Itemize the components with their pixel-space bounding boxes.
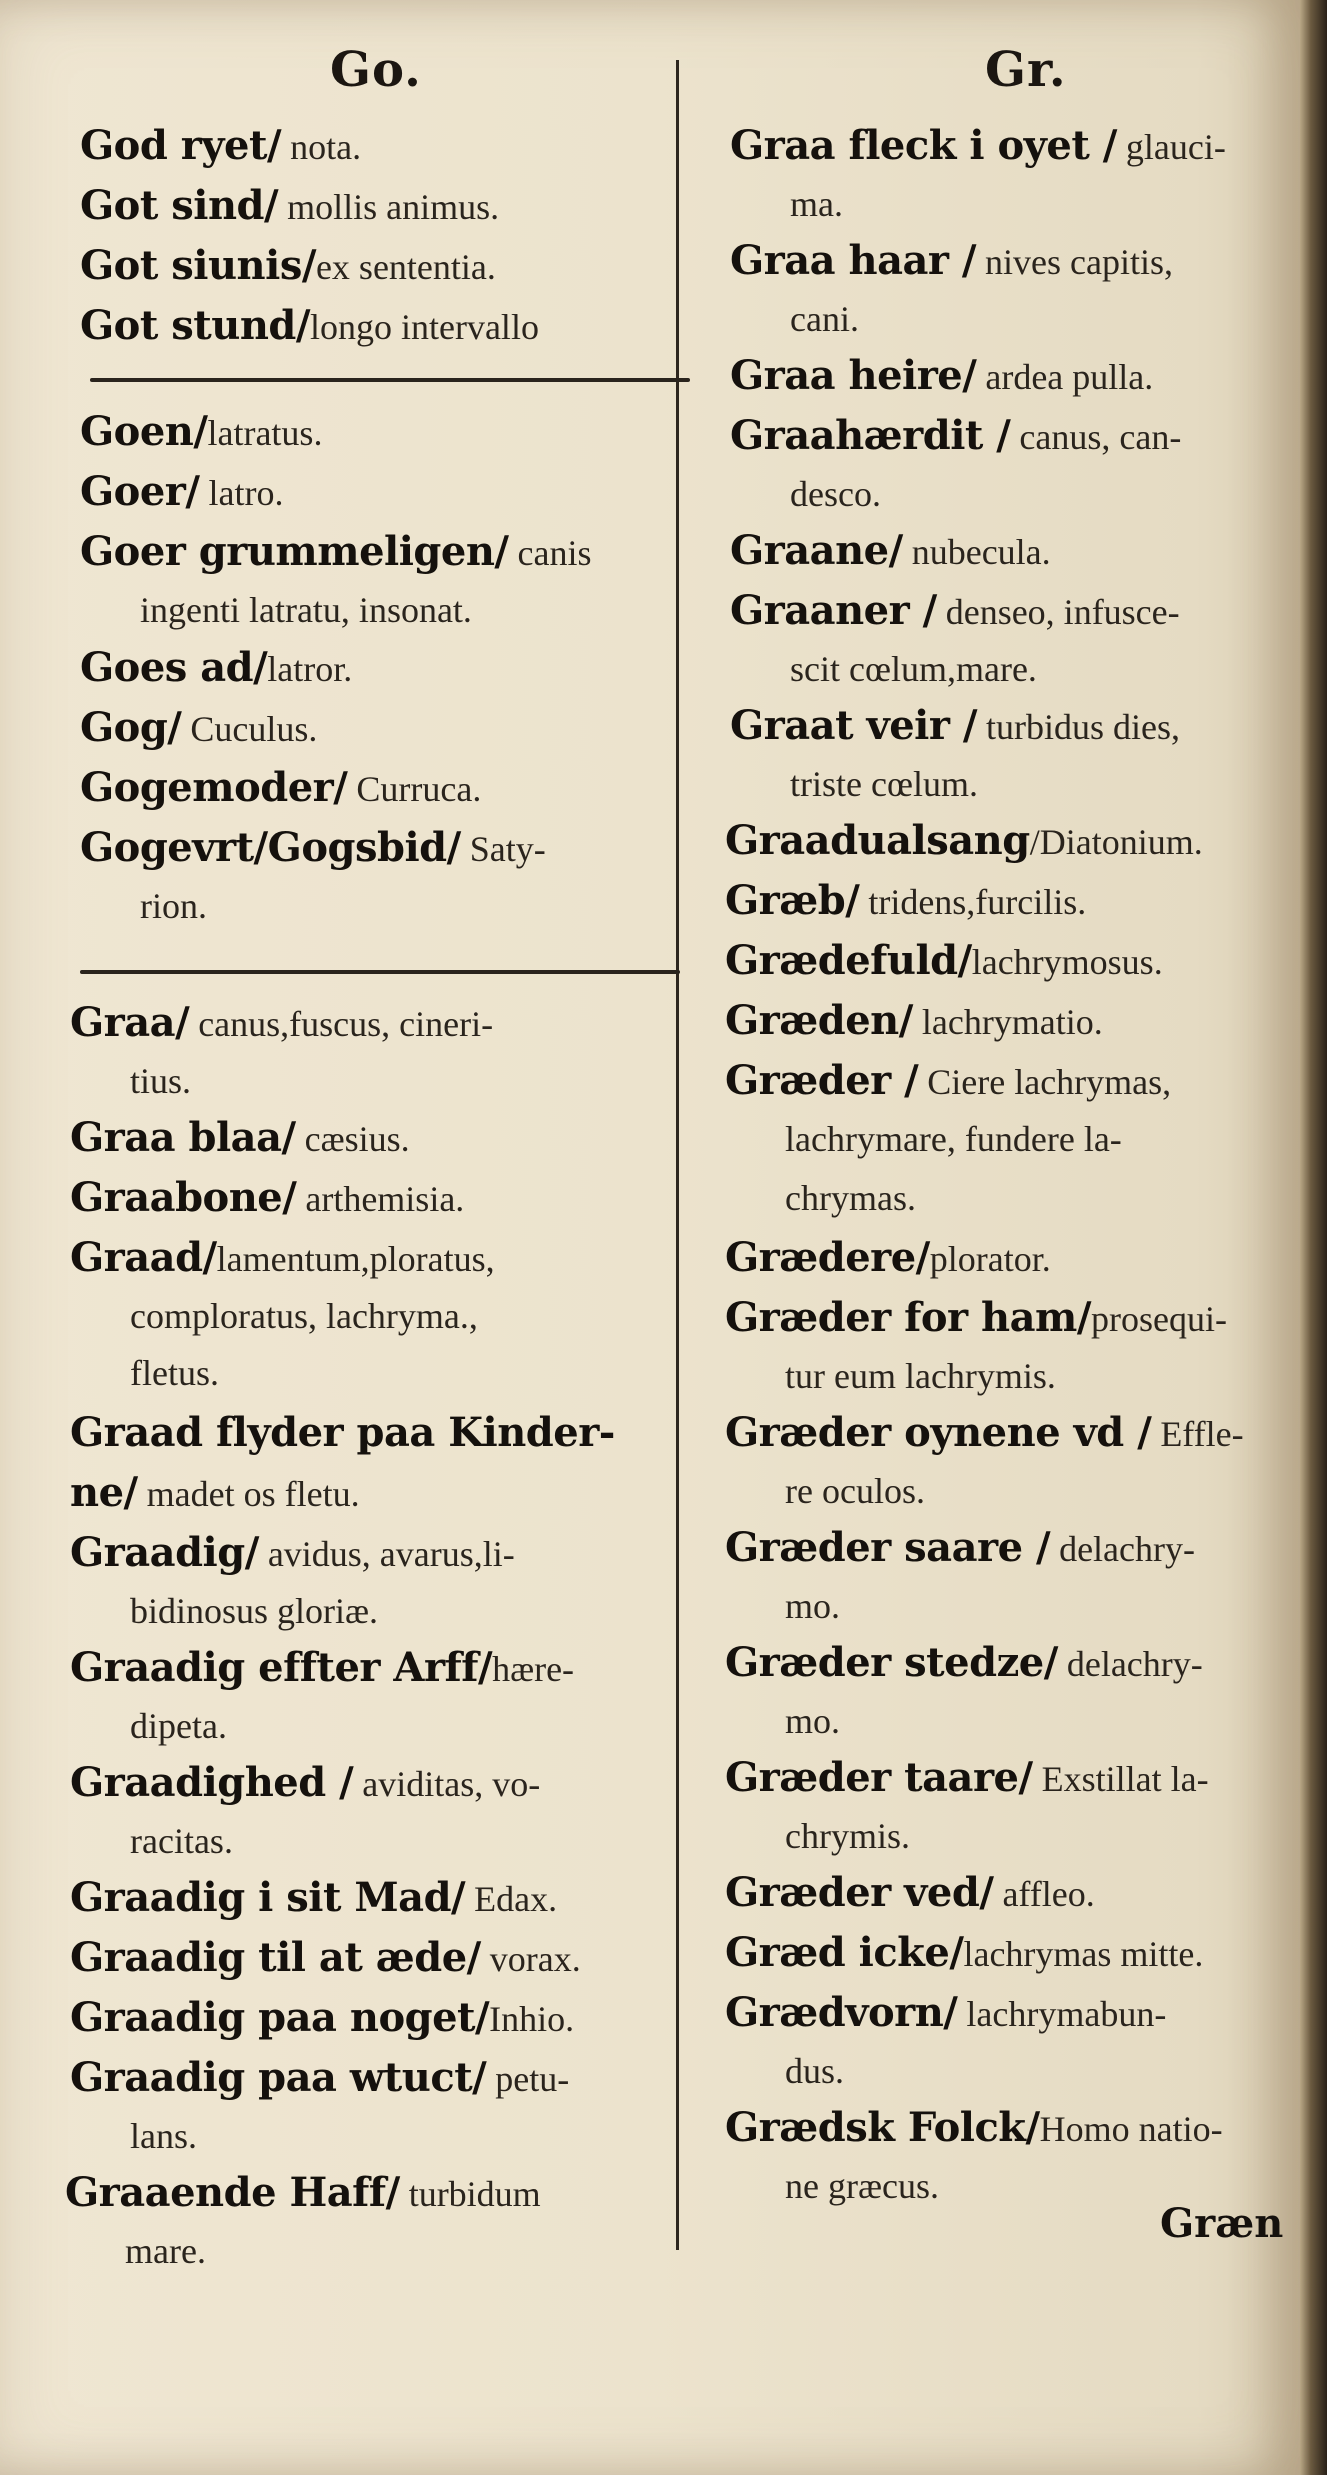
entry-gloss: nota.: [281, 127, 362, 167]
dictionary-entry: [70, 1110, 410, 1168]
section-rule: [90, 378, 690, 382]
entry-gloss: hære-: [492, 1649, 575, 1689]
dictionary-entry: [725, 2100, 1223, 2214]
entry-gloss: arthemisia.: [296, 1179, 465, 1219]
entry-continuation: triste cœlum.: [790, 764, 978, 804]
dictionary-entry: [70, 1640, 574, 1754]
dictionary-entry: [730, 408, 1181, 522]
dictionary-entry: [80, 760, 481, 818]
entry-continuation: ne græcus.: [785, 2166, 939, 2206]
dictionary-entry: [730, 348, 1153, 406]
page-edge: [1300, 0, 1327, 2475]
entry-headword: Goer/: [80, 468, 200, 515]
entry-gloss: canus, can-: [1010, 417, 1182, 457]
entry-gloss: latratus.: [207, 413, 323, 453]
entry-continuation: mare.: [125, 2231, 206, 2271]
dictionary-entry: [70, 1755, 540, 1869]
entry-headword: Graadig i sit Mad/: [70, 1874, 466, 1921]
entry-gloss: delachry-: [1057, 1644, 1203, 1684]
entry-gloss: turbidum: [399, 2174, 541, 2214]
entry-headword: Goer grummeligen/: [80, 528, 509, 575]
entry-continuation: desco.: [790, 474, 881, 514]
entry-headword: Græder for ham/: [725, 1294, 1091, 1341]
entry-continuation: bidinosus gloriæ.: [130, 1591, 379, 1631]
entry-gloss: prosequi-: [1090, 1299, 1227, 1339]
dictionary-entry: [70, 1990, 574, 2048]
entry-gloss: lachrymosus.: [971, 942, 1163, 982]
entry-continuation: lachrymare, fundere la-: [785, 1119, 1122, 1159]
entry-gloss: delachry-: [1050, 1529, 1195, 1569]
entry-gloss: plorator.: [929, 1239, 1051, 1279]
dictionary-entry: [730, 698, 1180, 812]
entry-continuation: mo.: [785, 1701, 841, 1741]
entry-gloss: affleo.: [993, 1874, 1095, 1914]
entry-continuation: tius.: [130, 1061, 192, 1101]
entry-headword: Grædsk Folck/: [725, 2104, 1040, 2151]
entry-headword: Græder /: [725, 1057, 919, 1104]
dictionary-entry: [725, 1053, 1171, 1167]
entry-headword: Got sind/: [80, 182, 279, 229]
dictionary-entry: [70, 1230, 495, 1344]
entry-gloss: vorax.: [480, 1939, 581, 1979]
entry-headword: Gogevrt/Gogsbid/: [80, 824, 461, 871]
entry-gloss: petu-: [486, 2059, 570, 2099]
entry-headword: Græden/: [725, 997, 913, 1044]
catchword: Græn: [1160, 2200, 1284, 2247]
entry-headword: Graa blaa/: [70, 1114, 296, 1161]
entry-gloss: /Diatonium.: [1029, 822, 1203, 862]
dictionary-entry: [80, 640, 352, 698]
dictionary-entry: [80, 464, 283, 522]
entry-gloss: Edax.: [465, 1879, 558, 1919]
entry-gloss: tridens,furcilis.: [859, 882, 1087, 922]
entry-headword: Graad flyder paa Kinder-: [70, 1409, 615, 1456]
entry-headword: Graadig til at æde/: [70, 1934, 481, 1981]
entry-gloss: canus,fuscus, cineri-: [189, 1004, 494, 1044]
dictionary-entry: [80, 178, 499, 236]
entry-continuation: scit cœlum,mare.: [790, 649, 1037, 689]
entry-continuation: ma.: [790, 184, 843, 224]
entry-headword: Græd icke/: [725, 1929, 964, 1976]
entry-headword: Græb/: [725, 877, 860, 924]
entry-gloss: ex sententia.: [315, 247, 496, 287]
entry-gloss: Ciere lachrymas,: [918, 1062, 1172, 1102]
dictionary-entry: [70, 1930, 581, 1988]
dictionary-entry: [725, 1170, 916, 1226]
dictionary-entry: [70, 1170, 464, 1228]
entry-headword: Graadighed /: [70, 1759, 354, 1806]
dictionary-entry: [730, 118, 1226, 232]
entry-headword: Græder taare/: [725, 1754, 1033, 1801]
entry-gloss: nubecula.: [902, 532, 1051, 572]
entry-headword: Graadig paa wtuct/: [70, 2054, 487, 2101]
entry-gloss: cæsius.: [295, 1119, 410, 1159]
dictionary-entry: [70, 1345, 219, 1401]
entry-gloss: lachrymabun-: [957, 1994, 1167, 2034]
entry-gloss: mollis animus.: [278, 187, 500, 227]
dictionary-entry: [725, 1865, 1095, 1923]
dictionary-entry: [80, 524, 591, 638]
entry-headword: Græder oynene vd /: [725, 1409, 1152, 1456]
dictionary-entry: [725, 813, 1203, 871]
entry-gloss: denseo, infusce-: [936, 592, 1180, 632]
section-rule: [80, 970, 680, 974]
entry-gloss: turbidus dies,: [976, 707, 1180, 747]
entry-gloss: ardea pulla.: [976, 357, 1154, 397]
dictionary-entry: [725, 873, 1086, 931]
entry-continuation: dus.: [785, 2051, 845, 2091]
entry-gloss: Homo natio-: [1039, 2109, 1223, 2149]
dictionary-entry: [730, 233, 1173, 347]
dictionary-entry: [70, 1525, 515, 1639]
dictionary-entry: [725, 1230, 1051, 1288]
entry-continuation: tur eum lachrymis.: [785, 1356, 1056, 1396]
dictionary-entry: [725, 1635, 1203, 1749]
entry-headword: Græder stedze/: [725, 1639, 1058, 1686]
entry-headword: Graat veir /: [730, 702, 977, 749]
dictionary-entry: [70, 1870, 557, 1928]
entry-headword: Græder saare /: [725, 1524, 1051, 1571]
entry-gloss: latro.: [199, 473, 284, 513]
dictionary-entry: [80, 404, 322, 462]
entry-continuation: comploratus, lachryma.,: [130, 1296, 478, 1336]
entry-gloss: nives capitis,: [976, 242, 1173, 282]
dictionary-entry: [65, 2165, 541, 2279]
entry-continuation: fletus.: [130, 1353, 219, 1393]
entry-headword: Got siunis/: [80, 242, 316, 289]
dictionary-entry: [70, 2050, 569, 2164]
entry-continuation: lans.: [130, 2116, 197, 2156]
entry-continuation: rion.: [140, 886, 207, 926]
entry-gloss: Curruca.: [347, 769, 482, 809]
entry-headword: Graahærdit /: [730, 412, 1011, 459]
dictionary-entry: [80, 700, 317, 758]
running-head-left: Go.: [330, 42, 422, 98]
entry-headword: Graadig paa noget/: [70, 1994, 490, 2041]
dictionary-entry: [730, 523, 1051, 581]
entry-headword: Graabone/: [70, 1174, 297, 1221]
entry-gloss: lamentum,ploratus,: [216, 1239, 495, 1279]
entry-headword: Graaende Haff/: [65, 2169, 400, 2216]
entry-headword: Graa/: [70, 999, 190, 1046]
entry-headword: Graa fleck i oyet /: [730, 122, 1117, 169]
entry-headword: Graaner /: [730, 587, 937, 634]
entry-gloss: Cuculus.: [181, 709, 318, 749]
entry-continuation: chrymas.: [785, 1178, 916, 1218]
entry-headword: Grædefuld/: [725, 937, 972, 984]
dictionary-entry: [725, 1985, 1166, 2099]
dictionary-entry: [80, 118, 361, 176]
dictionary-entry: [80, 820, 546, 934]
running-head-right: Gr.: [985, 42, 1067, 98]
dictionary-entry: [725, 993, 1103, 1051]
entry-continuation: ingenti latratu, insonat.: [140, 590, 472, 630]
dictionary-entry: [70, 995, 493, 1109]
dictionary-entry: [730, 583, 1180, 697]
entry-continuation: mo.: [785, 1586, 841, 1626]
entry-gloss: Saty-: [460, 829, 546, 869]
dictionary-entry: [725, 1520, 1195, 1634]
entry-gloss: canis: [508, 533, 592, 573]
entry-continuation: dipeta.: [130, 1706, 227, 1746]
dictionary-entry: [725, 933, 1163, 991]
entry-headword: Graa heire/: [730, 352, 977, 399]
entry-gloss: avidus, avarus,li-: [258, 1534, 515, 1574]
entry-gloss: madet os fletu.: [137, 1474, 360, 1514]
entry-continuation: racitas.: [130, 1821, 233, 1861]
entry-gloss: Effle-: [1151, 1414, 1244, 1454]
entry-gloss: Inhio.: [489, 1999, 575, 2039]
dictionary-entry: [70, 1405, 615, 1463]
entry-headword: Græder ved/: [725, 1869, 994, 1916]
dictionary-entry: [70, 1465, 360, 1523]
entry-headword: Graa haar /: [730, 237, 977, 284]
entry-headword: Graad/: [70, 1234, 217, 1281]
entry-headword: Gogemoder/: [80, 764, 348, 811]
dictionary-entry: [80, 238, 496, 296]
entry-headword: ne/: [70, 1469, 138, 1516]
dictionary-entry: [725, 1925, 1203, 1983]
column-divider: [676, 60, 679, 2250]
dictionary-entry: [725, 1750, 1209, 1864]
entry-headword: Graane/: [730, 527, 903, 574]
dictionary-entry: [725, 1405, 1244, 1519]
entry-headword: Gog/: [80, 704, 182, 751]
dictionary-entry: [725, 1290, 1227, 1404]
dictionary-entry: [80, 298, 539, 356]
entry-headword: Grædere/: [725, 1234, 930, 1281]
entry-headword: Grædvorn/: [725, 1989, 958, 2036]
entry-headword: God ryet/: [80, 122, 282, 169]
entry-headword: Got stund/: [80, 302, 310, 349]
entry-gloss: lachrymatio.: [912, 1002, 1103, 1042]
entry-continuation: chrymis.: [785, 1816, 910, 1856]
entry-continuation: re oculos.: [785, 1471, 925, 1511]
entry-gloss: glauci-: [1116, 127, 1226, 167]
entry-headword: Graadig effter Arff/: [70, 1644, 493, 1691]
entry-headword: Graadig/: [70, 1529, 259, 1576]
entry-headword: Graadualsang: [725, 817, 1030, 864]
entry-gloss: lachrymas mitte.: [963, 1934, 1204, 1974]
entry-headword: Goes ad/: [80, 644, 268, 691]
entry-gloss: longo intervallo: [309, 307, 539, 347]
entry-gloss: aviditas, vo-: [353, 1764, 541, 1804]
entry-continuation: cani.: [790, 299, 859, 339]
entry-gloss: Exstillat la-: [1032, 1759, 1209, 1799]
entry-headword: Goen/: [80, 408, 208, 455]
entry-gloss: latror.: [267, 649, 353, 689]
